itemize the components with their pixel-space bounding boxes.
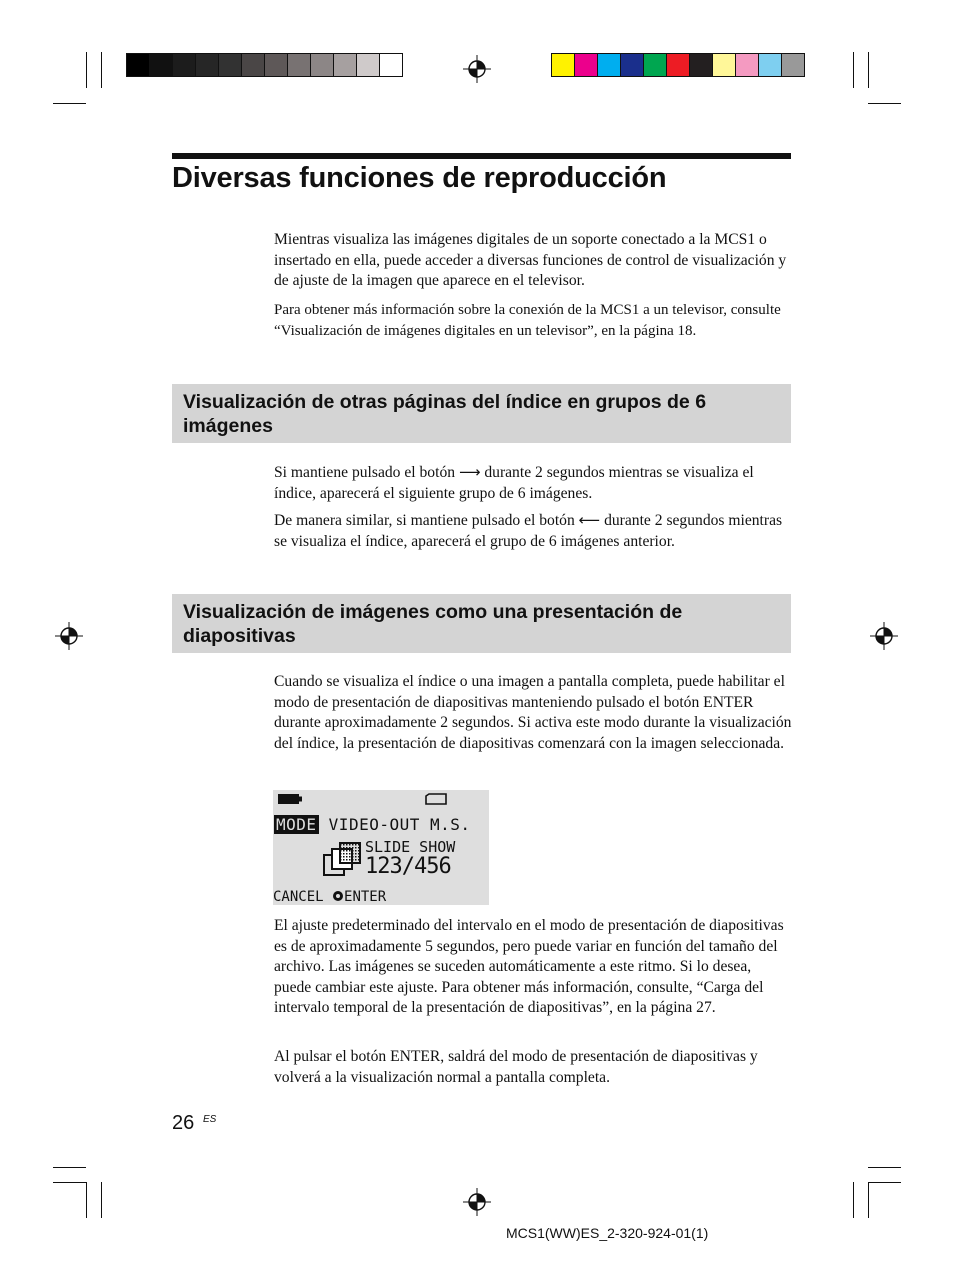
color-swatch bbox=[195, 54, 218, 76]
enter-label: ENTER bbox=[344, 889, 387, 905]
slide-show-label: SLIDE SHOW bbox=[365, 838, 456, 856]
battery-icon bbox=[277, 793, 303, 805]
section-2-paragraph-1: Cuando se visualiza el índice o una imagen a pantalla completa, puede habilitar el modo de presentación de diapositivas manteniendo pulsado el botón ENTER durante aproximadamente 2 segundos. Si activa este modo durante la visualización del índice, la presentación de diapositivas comenzará con la imagen seleccionada. bbox=[274, 673, 792, 752]
section-heading-slideshow: Visualización de imágenes como una presentación de diapositivas bbox=[172, 594, 791, 653]
registration-mark-icon bbox=[870, 622, 898, 650]
color-swatch bbox=[356, 54, 379, 76]
registration-mark-icon bbox=[463, 55, 491, 83]
color-swatch bbox=[781, 54, 804, 76]
color-swatch bbox=[379, 54, 402, 76]
mode-label: MODE bbox=[276, 815, 317, 834]
color-swatch bbox=[712, 54, 735, 76]
registration-mark-icon bbox=[463, 1188, 491, 1216]
left-arrow-icon: ⟵ bbox=[578, 511, 601, 529]
language-code: ES bbox=[203, 1114, 217, 1125]
color-swatch bbox=[287, 54, 310, 76]
right-arrow-icon: ⟶ bbox=[458, 463, 481, 481]
color-swatch bbox=[172, 54, 195, 76]
title-rule bbox=[172, 153, 791, 159]
memory-card-icon bbox=[425, 793, 447, 805]
slideshow-icon bbox=[322, 841, 364, 879]
lcd-screen bbox=[273, 790, 489, 905]
color-swatch bbox=[735, 54, 758, 76]
color-swatch bbox=[552, 54, 574, 76]
color-swatch bbox=[149, 54, 172, 76]
color-swatch bbox=[127, 54, 149, 76]
color-swatch bbox=[689, 54, 712, 76]
memory-stick-label: M.S. bbox=[430, 815, 471, 834]
color-swatch bbox=[758, 54, 781, 76]
color-swatch bbox=[597, 54, 620, 76]
color-calibration-bar bbox=[551, 53, 805, 77]
image-counter: 123/456 bbox=[365, 854, 451, 879]
section-2-paragraph-3: Al pulsar el botón ENTER, saldrá del modo de presentación de diapositivas y volverá a la visualización normal a pantalla completa. bbox=[274, 1048, 758, 1086]
section-2-paragraph-2: El ajuste predeterminado del intervalo en el modo de presentación de diapositivas es de aproximadamente 5 segundos, pero puede variar en función del tamaño del archivo. Las imágenes se suceden automáticamente a este ritmo. Si lo desea, puede cambiar este ajuste. Para obtener más información, consulte, “Carga del intervalo temporal de la presentación de diapositivas”, en la página 27. bbox=[274, 917, 784, 1016]
color-swatch bbox=[574, 54, 597, 76]
page-number: 26 bbox=[172, 1112, 195, 1134]
color-swatch bbox=[264, 54, 287, 76]
section-heading-index-pages: Visualización de otras páginas del índice en grupos de 6 imágenes bbox=[172, 384, 791, 443]
color-swatch bbox=[241, 54, 264, 76]
intro-paragraph: Mientras visualiza las imágenes digitales de un soporte conectado a la MCS1 o insertado en ella, puede acceder a diversas funciones de control de visualización y de ajuste de la imagen que aparece en el televisor. bbox=[274, 231, 787, 289]
intro-reference-paragraph: Para obtener más información sobre la conexión de la MCS1 a un televisor, consulte “Visualización de imágenes digitales en un televisor”, en la página 18. bbox=[274, 302, 781, 339]
color-swatch bbox=[666, 54, 689, 76]
color-swatch bbox=[333, 54, 356, 76]
color-swatch bbox=[310, 54, 333, 76]
color-swatch bbox=[218, 54, 241, 76]
video-out-label: VIDEO-OUT bbox=[328, 815, 420, 834]
section-1-paragraph-2: De manera similar, si mantiene pulsado el botón ⟵ durante 2 segundos mientras se visualiza el índice, aparecerá el grupo de 6 imágenes anterior. bbox=[274, 511, 783, 550]
document-code: MCS1(WW)ES_2-320-924-01(1) bbox=[506, 1225, 709, 1241]
page-title: Diversas funciones de reproducción bbox=[172, 162, 667, 194]
section-1-paragraph-1: Si mantiene pulsado el botón ⟶ durante 2 segundos mientras se visualiza el índice, aparecerá el siguiente grupo de 6 imágenes. bbox=[274, 463, 754, 502]
gray-calibration-bar bbox=[126, 53, 403, 77]
cancel-label: CANCEL bbox=[273, 889, 324, 905]
color-swatch bbox=[643, 54, 666, 76]
registration-mark-icon bbox=[55, 622, 83, 650]
color-swatch bbox=[620, 54, 643, 76]
enter-button-icon bbox=[332, 890, 344, 902]
